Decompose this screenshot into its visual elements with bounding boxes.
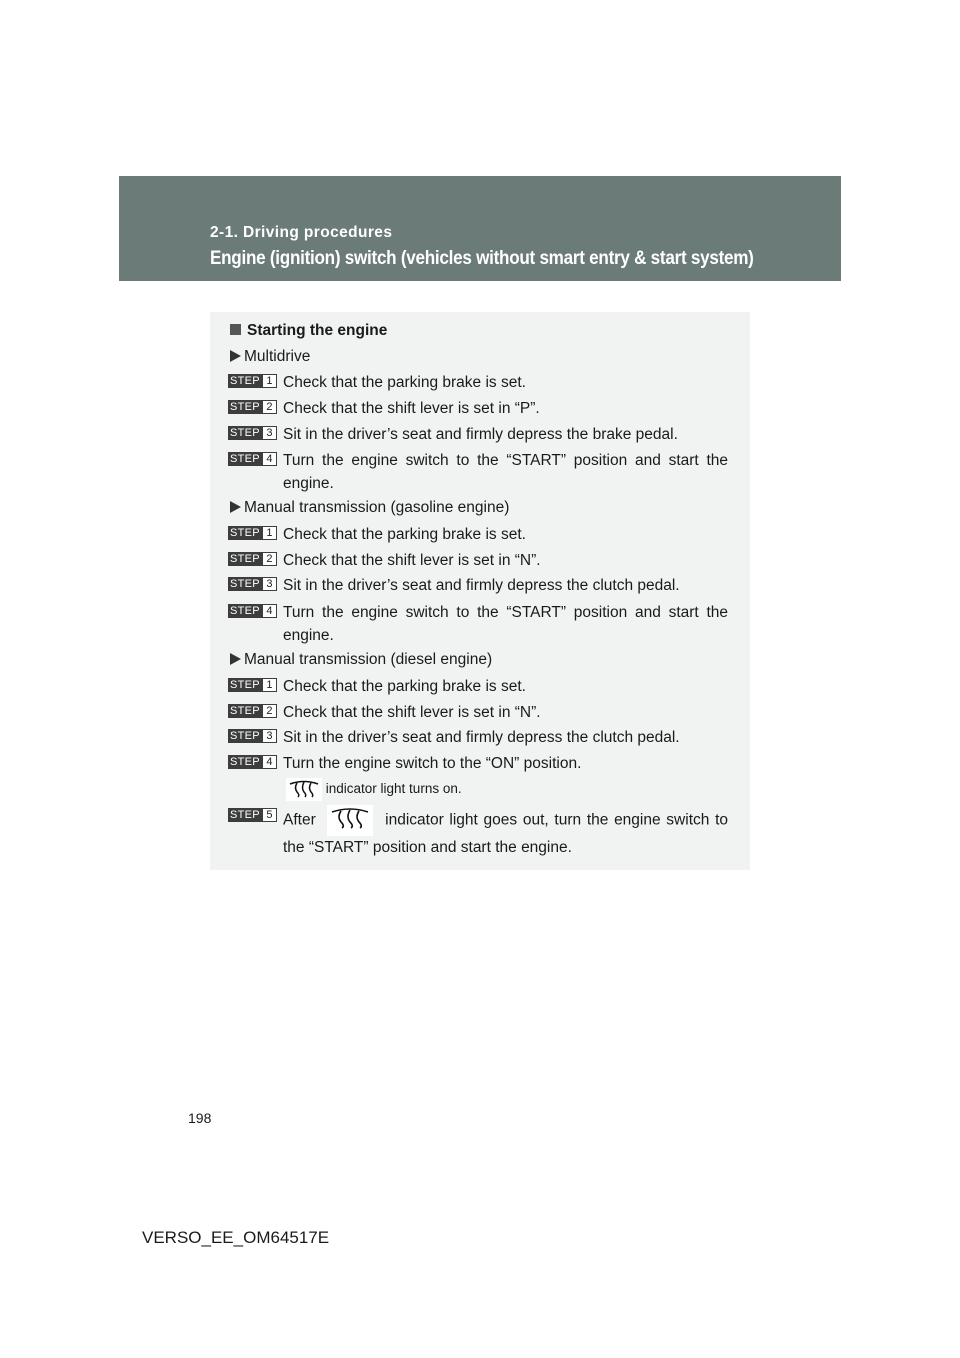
- step-item: [228, 752, 728, 775]
- step-item: [228, 371, 728, 394]
- step-badge: STEP 5: [228, 808, 277, 822]
- square-bullet-icon: [230, 324, 241, 335]
- variant-label: Multidrive: [244, 348, 311, 365]
- variant-label: Manual transmission (gasoline engine): [244, 499, 510, 516]
- step-item: [228, 701, 728, 724]
- step-text: Sit in the driver’s seat and firmly depress the clutch pedal.: [283, 729, 680, 746]
- glow-plug-indicator-icon: [327, 805, 373, 836]
- step-text: Sit in the driver’s seat and firmly depress the clutch pedal.: [283, 577, 680, 594]
- step-badge: STEP 2: [228, 552, 277, 566]
- step-text: Turn the engine switch to the “ON” position.: [283, 755, 582, 772]
- header-band: [119, 176, 841, 281]
- step-badge: STEP 1: [228, 678, 277, 692]
- step-badge: STEP 3: [228, 426, 277, 440]
- topic-heading: [230, 322, 387, 340]
- variant-label: Manual transmission (diesel engine): [244, 651, 493, 668]
- triangle-right-icon: [230, 501, 241, 513]
- step-text: Check that the shift lever is set in “N”.: [283, 704, 541, 721]
- page-number: 198: [188, 1110, 212, 1126]
- step-badge: STEP 1: [228, 374, 277, 388]
- step-item: [228, 726, 728, 749]
- variant-multidrive: [230, 348, 310, 366]
- step-badge: STEP 1: [228, 526, 277, 540]
- topic-heading-text: Starting the engine: [247, 322, 388, 339]
- step-text-before: After: [283, 811, 316, 829]
- step-badge: STEP 2: [228, 400, 277, 414]
- step-item: [228, 423, 728, 446]
- step-badge: STEP 3: [228, 577, 277, 591]
- step-text: Check that the parking brake is set.: [283, 374, 526, 391]
- step-text: Check that the shift lever is set in “P”.: [283, 400, 540, 417]
- step-badge: STEP 4: [228, 755, 277, 769]
- step-text: Turn the engine switch to the “START” position and start the engine.: [283, 604, 728, 644]
- triangle-right-icon: [230, 653, 241, 665]
- step-note: [286, 778, 462, 801]
- step-item: [228, 397, 728, 420]
- step-note-text: indicator light turns on.: [325, 781, 462, 797]
- step-text: Check that the parking brake is set.: [283, 526, 526, 543]
- step-badge: STEP 4: [228, 452, 277, 466]
- step-text: Check that the parking brake is set.: [283, 678, 526, 695]
- step-item: [228, 523, 728, 546]
- step-item: [228, 805, 728, 859]
- triangle-right-icon: [230, 350, 241, 362]
- step-item: [228, 601, 728, 647]
- doc-code: VERSO_EE_OM64517E: [142, 1228, 330, 1247]
- step-badge: STEP 4: [228, 604, 277, 618]
- step-badge: STEP 3: [228, 729, 277, 743]
- step-item: [228, 675, 728, 698]
- page-title: Engine (ignition) switch (vehicles without smart entry & start system): [210, 248, 754, 269]
- step-item: [228, 574, 728, 597]
- step-item: [228, 549, 728, 572]
- step-text-after: indicator light goes out, turn the engine switch to the “START” position and start the engine.: [283, 811, 728, 856]
- step-text: Check that the shift lever is set in “N”.: [283, 552, 541, 569]
- content-box: [210, 312, 750, 870]
- glow-plug-indicator-icon: [286, 778, 322, 801]
- step-text: Sit in the driver’s seat and firmly depress the brake pedal.: [283, 426, 678, 443]
- variant-manual-diesel: [230, 651, 492, 669]
- step-item: [228, 449, 728, 495]
- step-text: Turn the engine switch to the “START” position and start the engine.: [283, 452, 728, 492]
- step-badge: STEP 2: [228, 704, 277, 718]
- section-label: 2-1. Driving procedures: [210, 224, 393, 241]
- step-text: [283, 805, 728, 859]
- variant-manual-gasoline: [230, 499, 509, 517]
